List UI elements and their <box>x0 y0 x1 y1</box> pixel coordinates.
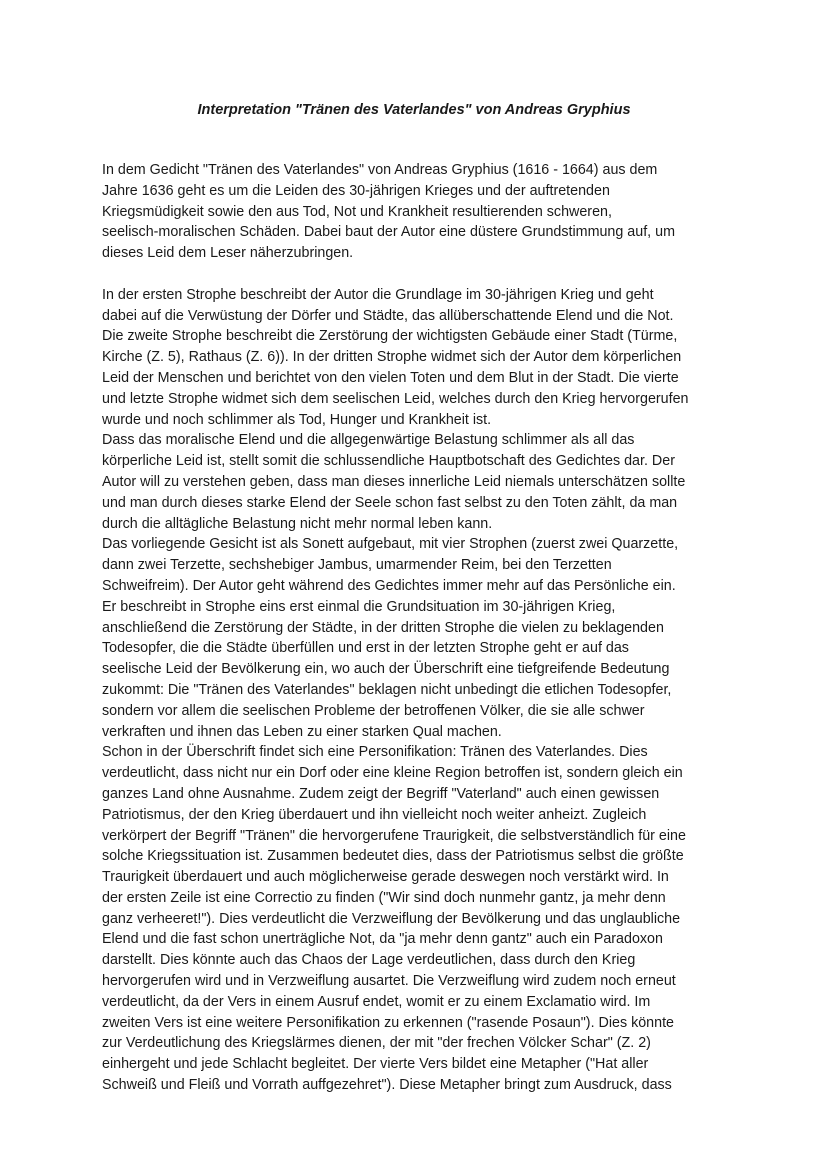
text-line: durch die alltägliche Belastung nicht mehr normal leben kann. <box>102 515 493 532</box>
text-line: seelisch-moralischen Schäden. Dabei baut der Autor eine düstere Grundstimmung auf, um <box>102 224 675 241</box>
document-title: Interpretation "Tränen des Vaterlandes" von Andreas Gryphius <box>197 102 631 118</box>
text-line: dann zwei Terzette, sechshebiger Jambus, umarmender Reim, bei den Terzetten <box>102 557 612 574</box>
text-line: Die zweite Strophe beschreibt die Zerstörung der wichtigsten Gebäude einer Stadt (Türme, <box>102 328 678 345</box>
text-line: Elend und die fast schon unerträgliche Not, da "ja mehr denn gantz" auch ein Paradoxon <box>102 931 663 948</box>
text-line: der ersten Zeile ist eine Correctio zu finden ("Wir sind doch nunmehr gantz, ja mehr denn <box>102 889 666 906</box>
text-line: hervorgerufen wird und in Verzweiflung ausartet. Die Verzweiflung wird zudem noch erneut <box>102 973 676 990</box>
text-line: Kriegsmüdigkeit sowie den aus Tod, Not und Krankheit resultierenden schweren, <box>102 203 612 220</box>
text-line: zukommt: Die "Tränen des Vaterlandes" beklagen nicht unbedingt die etlichen Todesopfer, <box>102 681 672 698</box>
text-line: zur Verdeutlichung des Kriegslärmes dienen, der mit "der frechen Völcker Schar" (Z. 2) <box>102 1035 651 1052</box>
text-line: dabei auf die Verwüstung der Dörfer und Städte, das allüberschattende Elend und die Not. <box>102 307 674 324</box>
text-line: und man durch dieses starke Elend der Seele schon fast selbst zu den Toten zählt, da man <box>102 494 678 511</box>
text-line: solche Kriegssituation ist. Zusammen bedeutet dies, dass der Patriotismus selbst die größte <box>102 848 684 865</box>
text-line: ganzes Land ohne Ausnahme. Zudem zeigt der Begriff "Vaterland" auch einen gewissen <box>102 785 660 802</box>
paragraph-spacer <box>102 264 732 285</box>
text-line: Er beschreibt in Strophe eins erst einmal die Grundsituation im 30-jährigen Krieg, <box>102 598 616 615</box>
paragraph-main <box>102 285 732 1096</box>
text-line: Das vorliegende Gesicht ist als Sonett aufgebaut, mit vier Strophen (zuerst zwei Quarzette, <box>102 536 679 553</box>
text-line: verkörpert der Begriff "Tränen" die hervorgerufene Traurigkeit, die selbstverständlich für eine <box>102 827 686 844</box>
text-line: Todesopfer, die die Städte überfüllen und erst in der letzten Strophe geht er auf das <box>102 640 629 657</box>
text-line: dieses Leid dem Leser näherzubringen. <box>102 245 354 262</box>
document-body <box>102 160 732 1096</box>
text-line: Schweifreim). Der Autor geht während des Gedichtes immer mehr auf das Persönliche ein. <box>102 577 676 594</box>
text-line: Dass das moralische Elend und die allgegenwärtige Belastung schlimmer als all das <box>102 432 635 449</box>
text-line: anschließend die Zerstörung der Städte, in der dritten Strophe die vielen zu beklagenden <box>102 619 664 636</box>
text-line: Autor will zu verstehen geben, dass man dieses innerliche Leid niemals unterschätzen sollte <box>102 473 686 490</box>
text-line: zweiten Vers ist eine weitere Personifikation zu erkennen ("rasende Posaun"). Dies könnte <box>102 1014 675 1031</box>
text-line: Jahre 1636 geht es um die Leiden des 30-jährigen Krieges und der auftretenden <box>102 182 610 199</box>
text-line: verdeutlicht, dass nicht nur ein Dorf oder eine kleine Region betroffen ist, sondern gleich ein <box>102 765 683 782</box>
text-line: In der ersten Strophe beschreibt der Autor die Grundlage im 30-jährigen Krieg und geht <box>102 286 654 303</box>
text-line: Schon in der Überschrift findet sich eine Personifikation: Tränen des Vaterlandes. Dies <box>102 744 648 761</box>
text-line: Patriotismus, der den Krieg überdauert und ihn vielleicht noch weiter anheizt. Zugleich <box>102 806 647 823</box>
text-line: und letzte Strophe widmet sich dem seelischen Leid, welches durch den Krieg hervorgerufen <box>102 390 689 407</box>
text-line: In dem Gedicht "Tränen des Vaterlandes" von Andreas Gryphius (1616 - 1664) aus dem <box>102 162 658 178</box>
text-line: wurde und noch schlimmer als Tod, Hunger und Krankheit ist. <box>102 411 492 428</box>
text-line: ganz verheeret!"). Dies verdeutlicht die Verzweiflung der Bevölkerung und das unglaubliche <box>102 910 681 927</box>
text-line: Schweiß und Fleiß und Vorrath auffgezehret"). Diese Metapher bringt zum Ausdruck, dass <box>102 1077 672 1094</box>
paragraph-intro <box>102 160 732 264</box>
text-line: Traurigkeit überdauert und auch möglicherweise gerade deswegen noch verstärkt wird. In <box>102 869 669 886</box>
text-line: Kirche (Z. 5), Rathaus (Z. 6)). In der dritten Strophe widmet sich der Autor dem körperlichen <box>102 349 682 366</box>
text-line: darstellt. Dies könnte auch das Chaos der Lage verdeutlichen, dass durch den Krieg <box>102 952 636 969</box>
text-line: seelische Leid der Bevölkerung ein, wo auch der Überschrift eine tiefgreifende Bedeutung <box>102 661 670 678</box>
text-line: Leid der Menschen und berichtet von den vielen Toten und dem Blut in der Stadt. Die vierte <box>102 369 679 386</box>
text-line: verkraften und ihnen das Leben zu einer starken Qual machen. <box>102 723 502 740</box>
text-line: körperliche Leid ist, stellt somit die schlussendliche Hauptbotschaft des Gedichtes dar. Der <box>102 453 675 470</box>
text-line: verdeutlicht, da der Vers in einem Ausruf endet, womit er zu einem Exclamatio wird. Im <box>102 993 651 1010</box>
text-line: einhergeht und jede Schlacht begleitet. Der vierte Vers bildet eine Metapher ("Hat aller <box>102 1056 649 1073</box>
text-line: sondern vor allem die seelischen Probleme der betroffenen Völker, die sie alle schwer <box>102 702 645 719</box>
